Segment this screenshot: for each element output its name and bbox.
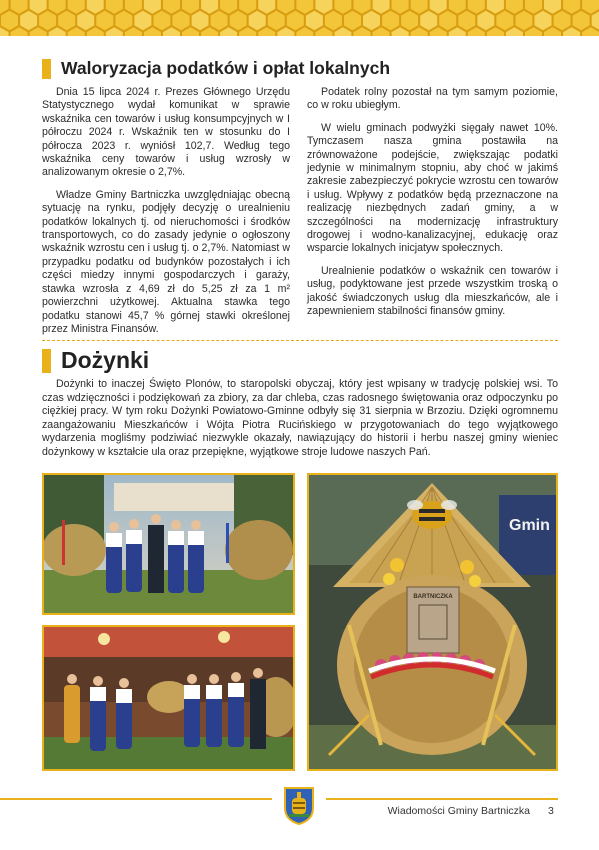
paragraph: Urealnienie podatków o wskaźnik cen towarów i usług, podyktowane jest przede wszystkim troską o jakość świadczonych usług dla mieszkańców, ale i zapewnieniem stabilności finansów gminy. <box>307 264 558 318</box>
page-number: 3 <box>548 805 554 817</box>
paragraph: Dożynki to inaczej Święto Plonów, to staropolski obyczaj, który jest wpisany w tradycję polskiej wsi. To czas wdzięczności i podziękowań za zbiory, za dar chleba, czas radosnego świętowania oraz odpoczynku po ciężkiej pracy. W tym roku Dożynki Powiatowo-Gminne odbyły się 31 sierpnia w Brzoziu. Dzięki ogromnemu zaangażowaniu Mieszkańców i Wójta Piotra Rucińskiego w przygotowaniach do tego wyjątkowego wydarzenia mogliśmy podziwiać niezwykle okazały, nawiązujący do historii i herbu naszej gminy wieniec dożynkowy w kształcie ula oraz przepiękne, wyjątkowe stroje ludowe naszych Pań. <box>42 378 558 458</box>
paragraph: W wielu gminach podwyżki sięgały nawet 10%. Tymczasem nasza gmina postawiła na zrównoważone podejście, zwiększając podatki jedynie w minimalnym stopniu, aby choć w jakimś zakresie zabezpieczyć pokrycie wzrostu cen towarów i usług. Wpływy z podatków będą przeznaczone na realizację niezbędnych zadań gminy, a w szczególności na modernizację infrastruktury drogowej i wodno-kanalizacyjnej, edukację oraz wsparcie lokalnych inicjatyw społecznych. <box>307 121 558 255</box>
left-column <box>42 86 290 345</box>
title-accent-bar <box>42 59 51 79</box>
photo-beehive-wreath <box>307 473 558 771</box>
gmina-coat-of-arms-icon <box>283 786 315 826</box>
paragraph: Dnia 15 lipca 2024 r. Prezes Głównego Urzędu Statystycznego wydał komunikat w sprawie wskaźnika cen towarów i usług konsumpcyjnych w I półroczu 2024 r. Wskaźnik ten w stosunku do I półrocza 2023 r. wyniósł 102,7. Według tego wskaźnika ceny towarów i usług wzrosły w analizowanym okresie o 2,7%. <box>42 86 290 179</box>
photo-group-folk-costumes <box>42 473 295 615</box>
right-column <box>307 86 558 328</box>
paragraph: Władze Gminy Bartniczka uwzględniając obecną sytuację na rynku, podjęły decyzję o urealnieniu podatków lokalnych tj. od nieruchomości i środków transportowych, co do zasady jedynie o ogłoszony wskaźnik wzrostu cen i usług tj. o 2,7%. Natomiast w przypadku podatku od budynków pozostałych i ich części miedzy innymi gospodarczych i garaży, stawka wzrosła z 4,69 zł do 5,25 zł za 1 m² powierzchni użytkowej. Aktualna stawka tego podatku stanowi 45,7 % górnej stawki określonej przez Ministra Finansów. <box>42 188 290 335</box>
section-title-text: Waloryzacja podatków i opłat lokalnych <box>61 58 391 78</box>
footer-rule-right <box>326 798 558 800</box>
wreath-sign-text: BARTNICZKA <box>413 594 453 600</box>
honeycomb-header-band <box>0 0 599 36</box>
photo-group-on-stage <box>42 625 295 771</box>
banner-text: Gmin <box>509 517 550 534</box>
paragraph: Podatek rolny pozostał na tym samym poziomie, co w roku ubiegłym. <box>307 86 558 112</box>
dozynki-intro <box>42 378 558 460</box>
footer-rule-left <box>0 798 272 800</box>
section-divider <box>42 340 558 341</box>
footer-publication-name: Wiadomości Gminy Bartniczka <box>387 805 530 817</box>
section-title-taxes <box>42 58 390 79</box>
section-title-text: Dożynki <box>61 347 150 373</box>
section-title-dozynki <box>42 347 149 374</box>
title-accent-bar <box>42 349 51 373</box>
